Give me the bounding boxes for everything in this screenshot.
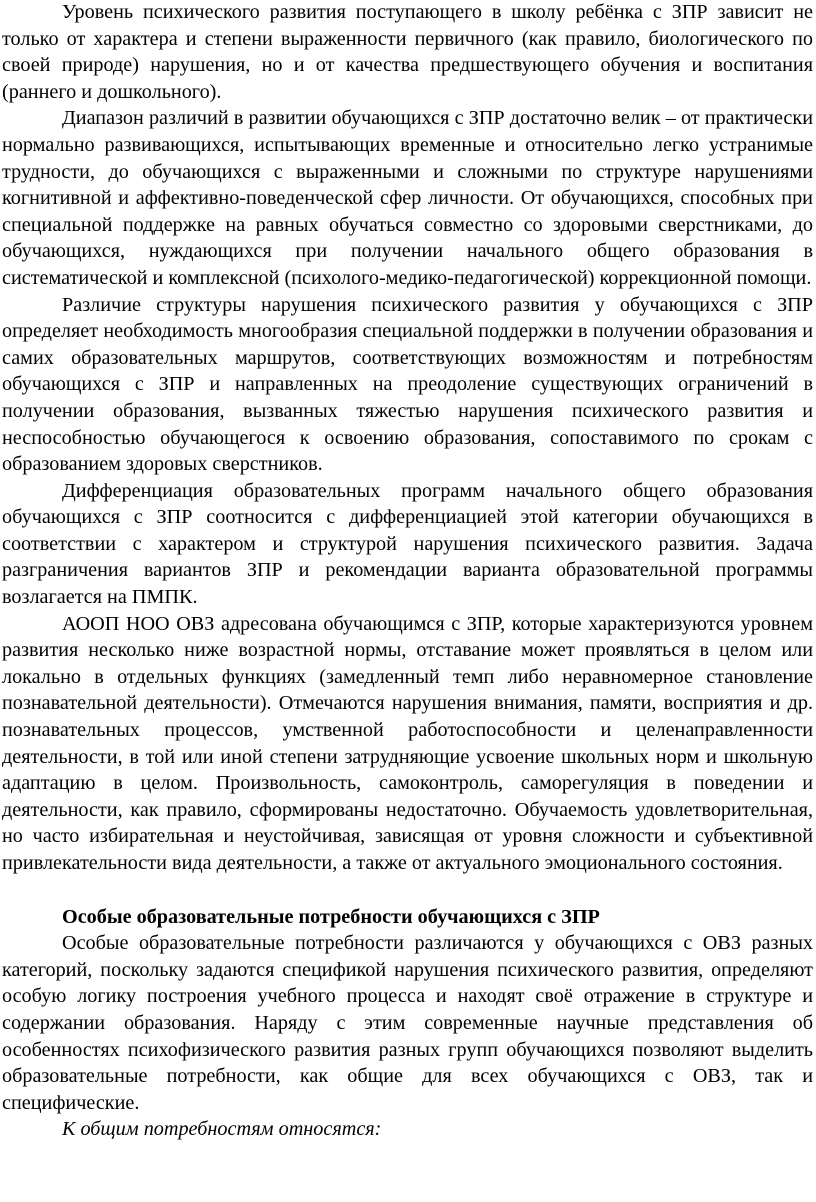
section-heading: Особые образовательные потребности обучающихся с ЗПР xyxy=(62,905,600,928)
paragraph-development-level: Уровень психического развития поступающего в школу ребёнка с ЗПР зависит не только от характера и степени выраженности первичного (как правило, биологического по своей природе) нарушения, но и от качества предшествующего обучения и воспитания (раннего и дошкольного). xyxy=(2,1,813,103)
paragraph-special-needs: Особые образовательные потребности различаются у обучающихся с ОВЗ разных категорий, поскольку задаются спецификой нарушения психического развития, определяют особую логику построения учебного процесса и находят своё отражение в структуре и содержании образования. Наряду с этим современные научные представления об особенностях психофизического развития разных групп обучающихся позволяют выделить образовательные потребности, как общие для всех обучающихся с ОВЗ, так и специфические. xyxy=(2,932,813,1114)
paragraph-aoop-description: АООП НОО ОВЗ адресована обучающимся с ЗПР, которые характеризуются уровнем развития несколько ниже возрастной нормы, отставание может проявляться в целом или локально в отдельных функциях (замедленный темп либо неравномерное становление познавательной деятельности). Отмечаются нарушения внимания, памяти, восприятия и др. познавательных процессов, умственной работоспособности и целенаправленности деятельности, в той или иной степени затрудняющие усвоение школьных норм и школьную адаптацию в целом. Произвольность, самоконтроль, саморегуляция в поведении и деятельности, как правило, сформированы недостаточно. Обучаемость удовлетворительная, но часто избирательная и неустойчивая, зависящая от уровня сложности и субъективной привлекательности вида деятельности, а также от актуального эмоционального состояния. xyxy=(2,612,813,874)
paragraph-program-differentiation: Дифференциация образовательных программ начального общего образования обучающихся с ЗПР соотносится с дифференциацией этой категории обучающихся в соответствии с характером и структурой нарушения психического развития. Задача разграничения вариантов ЗПР и рекомендации варианта образовательной программы возлагается на ПМПК. xyxy=(2,479,813,609)
italic-intro-line: К общим потребностям относятся: xyxy=(62,1118,382,1141)
paragraph-range-of-differences: Диапазон различий в развитии обучающихся с ЗПР достаточно велик – от практически нормально развивающихся, испытывающих временные и относительно легко устранимые трудности, до обучающихся с выраженными и сложными по структуре нарушениями когнитивной и аффективно-поведенческой сфер личности. От обучающихся, способных при специальной поддержке на равных обучаться совместно со здоровыми сверстниками, до обучающихся, нуждающихся при получении начального общего образования в систематической и комплексной (психолого-медико-педагогической) коррекционной помощи. xyxy=(2,107,813,289)
paragraph-structure-of-disorder: Различие структуры нарушения психического развития у обучающихся с ЗПР определяет необходимость многообразия специальной поддержки в получении образования и самих образовательных маршрутов, соответствующих возможностям и потребностям обучающихся с ЗПР и направленных на преодоление существующих ограничений в получении образования, вызванных тяжестью нарушения психического развития и неспособностью обучающегося к освоению образования, сопоставимого по срокам с образованием здоровых сверстников. xyxy=(2,293,813,476)
section-spacer xyxy=(2,877,813,904)
